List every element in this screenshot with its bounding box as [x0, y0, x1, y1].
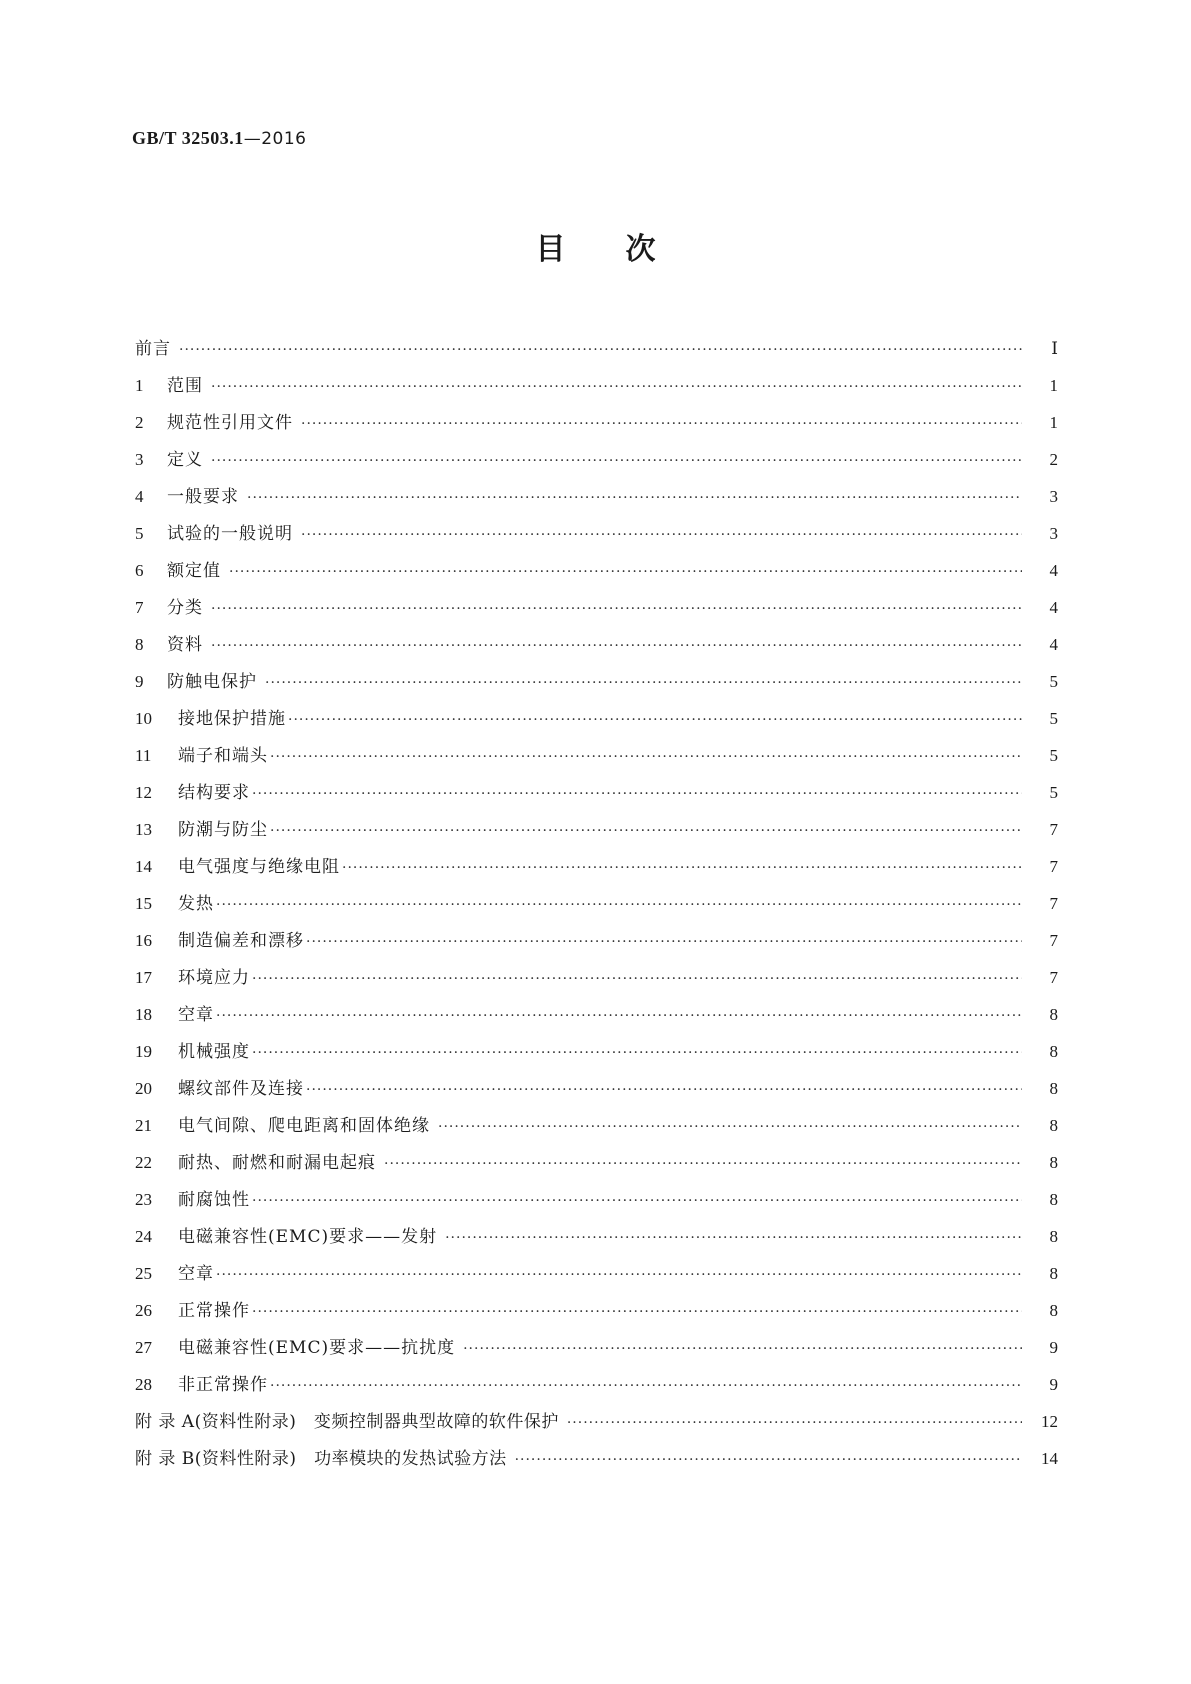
toc-entry-page: 5	[1049, 746, 1058, 765]
toc-leader-dots	[216, 1257, 1022, 1294]
toc-entry-22[interactable]	[135, 1144, 1058, 1181]
toc-entry-text: 定义	[167, 450, 203, 470]
toc-entry-page: 8	[1049, 1264, 1058, 1283]
toc-leader-dots	[301, 517, 1022, 554]
toc-entry-text: 螺纹部件及连接	[178, 1079, 304, 1099]
toc-entry-number: 9	[135, 672, 144, 691]
toc-leader-dots	[567, 1405, 1022, 1442]
toc-entry-number: 8	[135, 635, 144, 654]
toc-entry-number: 14	[135, 857, 152, 876]
toc-leader-dots	[252, 776, 1022, 813]
toc-entry-28[interactable]	[135, 1366, 1058, 1403]
toc-leader-dots	[252, 1035, 1022, 1072]
toc-entry-18[interactable]	[135, 996, 1058, 1033]
toc-entry-foreword[interactable]	[135, 330, 1058, 367]
toc-entry-text: 范围	[167, 376, 203, 396]
toc-entry-24[interactable]	[135, 1218, 1058, 1255]
toc-leader-dots	[288, 702, 1022, 739]
toc-entry-number: 10	[135, 709, 152, 728]
toc-entry-text: 附 录 B(资料性附录) 功率模块的发热试验方法	[135, 1449, 507, 1469]
toc-entry-number: 19	[135, 1042, 152, 1061]
toc-entry-20[interactable]	[135, 1070, 1058, 1107]
toc-entry-number: 7	[135, 598, 144, 617]
toc-entry-6[interactable]	[135, 552, 1058, 589]
toc-entry-page: 8	[1049, 1190, 1058, 1209]
toc-entry-26[interactable]	[135, 1292, 1058, 1329]
toc-entry-text: 规范性引用文件	[167, 413, 293, 433]
toc-entry-10[interactable]	[135, 700, 1058, 737]
toc-entry-page: 8	[1049, 1153, 1058, 1172]
toc-leader-dots	[384, 1146, 1022, 1183]
toc-entry-number: 25	[135, 1264, 152, 1283]
toc-entry-number: 27	[135, 1338, 152, 1357]
toc-leader-dots	[463, 1331, 1022, 1368]
toc-entry-text: 制造偏差和漂移	[178, 931, 304, 951]
toc-entry-page: 8	[1049, 1301, 1058, 1320]
toc-entry-page: 7	[1049, 968, 1058, 987]
toc-leader-dots	[438, 1109, 1022, 1146]
toc-entry-number: 22	[135, 1153, 152, 1172]
toc-leader-dots	[229, 554, 1022, 591]
toc-leader-dots	[216, 887, 1022, 924]
toc-entry-page: 4	[1049, 561, 1058, 580]
toc-entry-page: 14	[1041, 1449, 1058, 1468]
toc-entry-text: 接地保护措施	[178, 709, 286, 729]
toc-entry-number: 24	[135, 1227, 152, 1246]
toc-leader-dots	[301, 406, 1022, 443]
toc-leader-dots	[445, 1220, 1022, 1257]
toc-entry-number: 6	[135, 561, 144, 580]
toc-entry-number: 3	[135, 450, 144, 469]
toc-leader-dots	[252, 961, 1022, 998]
toc-leader-dots	[179, 332, 1022, 369]
toc-entry-page: 5	[1049, 709, 1058, 728]
toc-entry-27[interactable]	[135, 1329, 1058, 1366]
toc-leader-dots	[270, 813, 1022, 850]
toc-entry-number: 23	[135, 1190, 152, 1209]
toc-entry-number: 16	[135, 931, 152, 950]
toc-entry-text: 机械强度	[178, 1042, 250, 1062]
toc-entry-7[interactable]	[135, 589, 1058, 626]
toc-entry-text: 防触电保护	[167, 672, 257, 692]
toc-entry-number: 18	[135, 1005, 152, 1024]
toc-entry-page: 8	[1049, 1005, 1058, 1024]
toc-entry-text: 空章	[178, 1264, 214, 1284]
toc-entry-12[interactable]	[135, 774, 1058, 811]
standard-number: GB/T 32503.1	[132, 128, 244, 148]
toc-leader-dots	[270, 739, 1022, 776]
toc-entry-25[interactable]	[135, 1255, 1058, 1292]
toc-leader-dots	[306, 924, 1022, 961]
toc-entry-15[interactable]	[135, 885, 1058, 922]
toc-entry-text: 端子和端头	[178, 746, 268, 766]
toc-entry-text: 发热	[178, 894, 214, 914]
toc-entry-page: 4	[1049, 635, 1058, 654]
toc-entry-number: 12	[135, 783, 152, 802]
toc-entry-text: 分类	[167, 598, 203, 618]
toc-leader-dots	[211, 628, 1022, 665]
toc-entry-23[interactable]	[135, 1181, 1058, 1218]
toc-leader-dots	[270, 1368, 1022, 1405]
toc-entry-text: 额定值	[167, 561, 221, 581]
toc-entry-page: 7	[1049, 894, 1058, 913]
toc-entry-number: 26	[135, 1301, 152, 1320]
toc-entry-page: 4	[1049, 598, 1058, 617]
toc-entry-page: Ⅰ	[1051, 339, 1058, 358]
standard-year: —2016	[243, 129, 307, 149]
toc-entry-text: 非正常操作	[178, 1375, 268, 1395]
toc-entry-page: 8	[1049, 1116, 1058, 1135]
toc-entry-annex-a[interactable]	[135, 1403, 1058, 1440]
toc-entry-text: 结构要求	[178, 783, 250, 803]
toc-entry-page: 5	[1049, 672, 1058, 691]
toc-entry-text: 耐热、耐燃和耐漏电起痕	[178, 1153, 376, 1173]
toc-entry-page: 9	[1049, 1375, 1058, 1394]
standard-code	[132, 128, 306, 149]
toc-entry-19[interactable]	[135, 1033, 1058, 1070]
toc-entry-text: 环境应力	[178, 968, 250, 988]
toc-entry-text: 电气强度与绝缘电阻	[178, 857, 340, 877]
toc-leader-dots	[515, 1442, 1022, 1479]
toc-entry-21[interactable]	[135, 1107, 1058, 1144]
toc-entry-page: 3	[1049, 487, 1058, 506]
toc-entry-text: 前言	[135, 339, 171, 359]
toc-entry-13[interactable]	[135, 811, 1058, 848]
toc-entry-4[interactable]	[135, 478, 1058, 515]
toc-entry-page: 5	[1049, 783, 1058, 802]
toc-leader-dots	[211, 591, 1022, 628]
toc-entry-page: 7	[1049, 857, 1058, 876]
toc-entry-5[interactable]	[135, 515, 1058, 552]
toc-entry-text: 耐腐蚀性	[178, 1190, 250, 1210]
toc-entry-page: 12	[1041, 1412, 1058, 1431]
toc-entry-page: 8	[1049, 1227, 1058, 1246]
toc-entry-number: 17	[135, 968, 152, 987]
toc-entry-11[interactable]	[135, 737, 1058, 774]
toc-leader-dots	[306, 1072, 1022, 1109]
toc-entry-text: 试验的一般说明	[167, 524, 293, 544]
toc-entry-1[interactable]	[135, 367, 1058, 404]
toc-entry-number: 20	[135, 1079, 152, 1098]
toc-leader-dots	[342, 850, 1022, 887]
page-title: 目次	[535, 232, 716, 267]
toc-entry-page: 8	[1049, 1079, 1058, 1098]
toc-leader-dots	[252, 1183, 1022, 1220]
toc-entry-annex-b[interactable]	[135, 1440, 1058, 1477]
toc-entry-number: 2	[135, 413, 144, 432]
toc-entry-page: 7	[1049, 820, 1058, 839]
toc-entry-text: 正常操作	[178, 1301, 250, 1321]
toc-leader-dots	[252, 1294, 1022, 1331]
toc-entry-14[interactable]	[135, 848, 1058, 885]
toc-leader-dots	[265, 665, 1022, 702]
toc-leader-dots	[211, 369, 1022, 406]
toc-entry-page: 9	[1049, 1338, 1058, 1357]
toc-entry-text: 电磁兼容性(EMC)要求——发射	[178, 1227, 438, 1247]
toc-entry-text: 电磁兼容性(EMC)要求——抗扰度	[178, 1338, 456, 1358]
toc-entry-page: 8	[1049, 1042, 1058, 1061]
toc-entry-text: 附 录 A(资料性附录) 变频控制器典型故障的软件保护	[135, 1412, 559, 1432]
toc-entry-number: 11	[135, 746, 152, 765]
toc-entry-number: 4	[135, 487, 144, 506]
toc-entry-8[interactable]	[135, 626, 1058, 663]
toc-entry-text: 资料	[167, 635, 203, 655]
toc-entry-page: 2	[1049, 450, 1058, 469]
toc-entry-number: 5	[135, 524, 144, 543]
toc-leader-dots	[211, 443, 1022, 480]
toc-entry-text: 空章	[178, 1005, 214, 1025]
toc-entry-page: 3	[1049, 524, 1058, 543]
toc-entry-3[interactable]	[135, 441, 1058, 478]
toc-entry-number: 15	[135, 894, 152, 913]
toc-entry-16[interactable]	[135, 922, 1058, 959]
toc-leader-dots	[216, 998, 1022, 1035]
toc-entry-page: 7	[1049, 931, 1058, 950]
toc-entry-page: 1	[1049, 376, 1058, 395]
toc-entry-number: 1	[135, 376, 144, 395]
toc-entry-page: 1	[1049, 413, 1058, 432]
toc-leader-dots	[247, 480, 1022, 517]
toc-entry-text: 电气间隙、爬电距离和固体绝缘	[178, 1116, 430, 1136]
toc-entry-text: 防潮与防尘	[178, 820, 268, 840]
toc-entry-17[interactable]	[135, 959, 1058, 996]
toc-entry-9[interactable]	[135, 663, 1058, 700]
toc-entry-number: 21	[135, 1116, 152, 1135]
table-of-contents	[135, 330, 1058, 1477]
toc-entry-number: 13	[135, 820, 152, 839]
toc-entry-text: 一般要求	[167, 487, 239, 507]
toc-entry-2[interactable]	[135, 404, 1058, 441]
toc-entry-number: 28	[135, 1375, 152, 1394]
